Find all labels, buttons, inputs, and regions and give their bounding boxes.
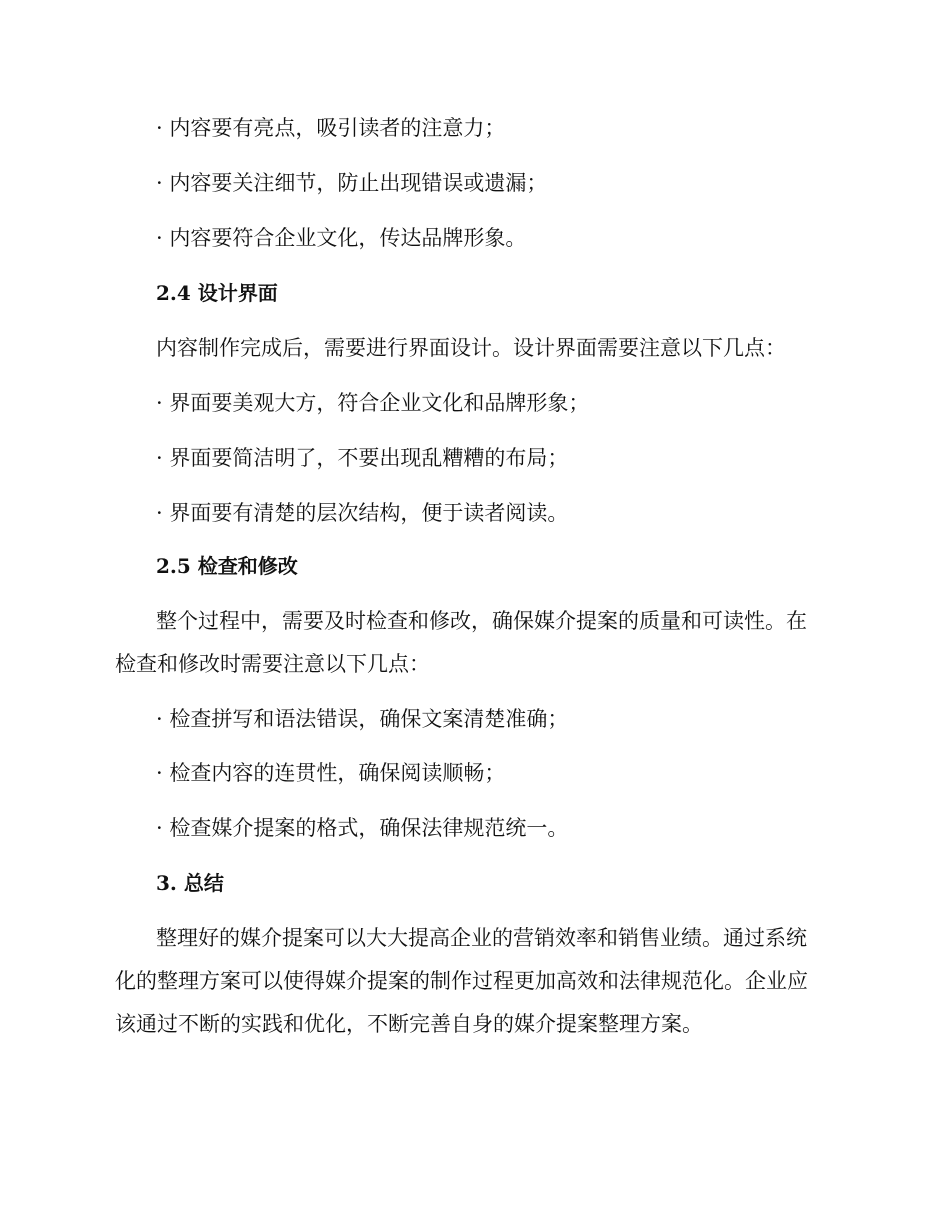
bullet-culture: · 内容要符合企业文化，传达品牌形象。 [156,226,527,250]
bullet-highlight: · 内容要有亮点，吸引读者的注意力； [156,116,506,140]
bullet-details: · 内容要关注细节，防止出现错误或遗漏； [156,171,548,195]
section-2-5-intro-line2: 检查和修改时需要注意以下几点： [115,652,430,676]
section-heading-3: 3. 总结 [156,871,224,895]
bullet-check-format: · 检查媒介提案的格式，确保法律规范统一。 [156,816,569,840]
section-heading-2-4: 2.4 设计界面 [156,281,278,305]
bullet-ui-beautiful: · 界面要美观大方，符合企业文化和品牌形象； [156,391,590,415]
summary-line2: 化的整理方案可以使得媒介提案的制作过程更加高效和法律规范化。企业应 [115,969,808,993]
section-2-4-intro: 内容制作完成后，需要进行界面设计。设计界面需要注意以下几点： [156,336,786,360]
bullet-check-spelling: · 检查拼写和语法错误，确保文案清楚准确； [156,707,569,731]
section-2-5-intro-line1: 整个过程中，需要及时检查和修改，确保媒介提案的质量和可读性。在 [156,609,807,633]
bullet-ui-simple: · 界面要简洁明了，不要出现乱糟糟的布局； [156,446,569,470]
summary-line3: 该通过不断的实践和优化，不断完善自身的媒介提案整理方案。 [115,1012,703,1036]
bullet-check-coherence: · 检查内容的连贯性，确保阅读顺畅； [156,761,506,785]
summary-line1: 整理好的媒介提案可以大大提高企业的营销效率和销售业绩。通过系统 [156,926,807,950]
section-heading-2-5: 2.5 检查和修改 [156,554,298,578]
bullet-ui-hierarchy: · 界面要有清楚的层次结构，便于读者阅读。 [156,501,569,525]
